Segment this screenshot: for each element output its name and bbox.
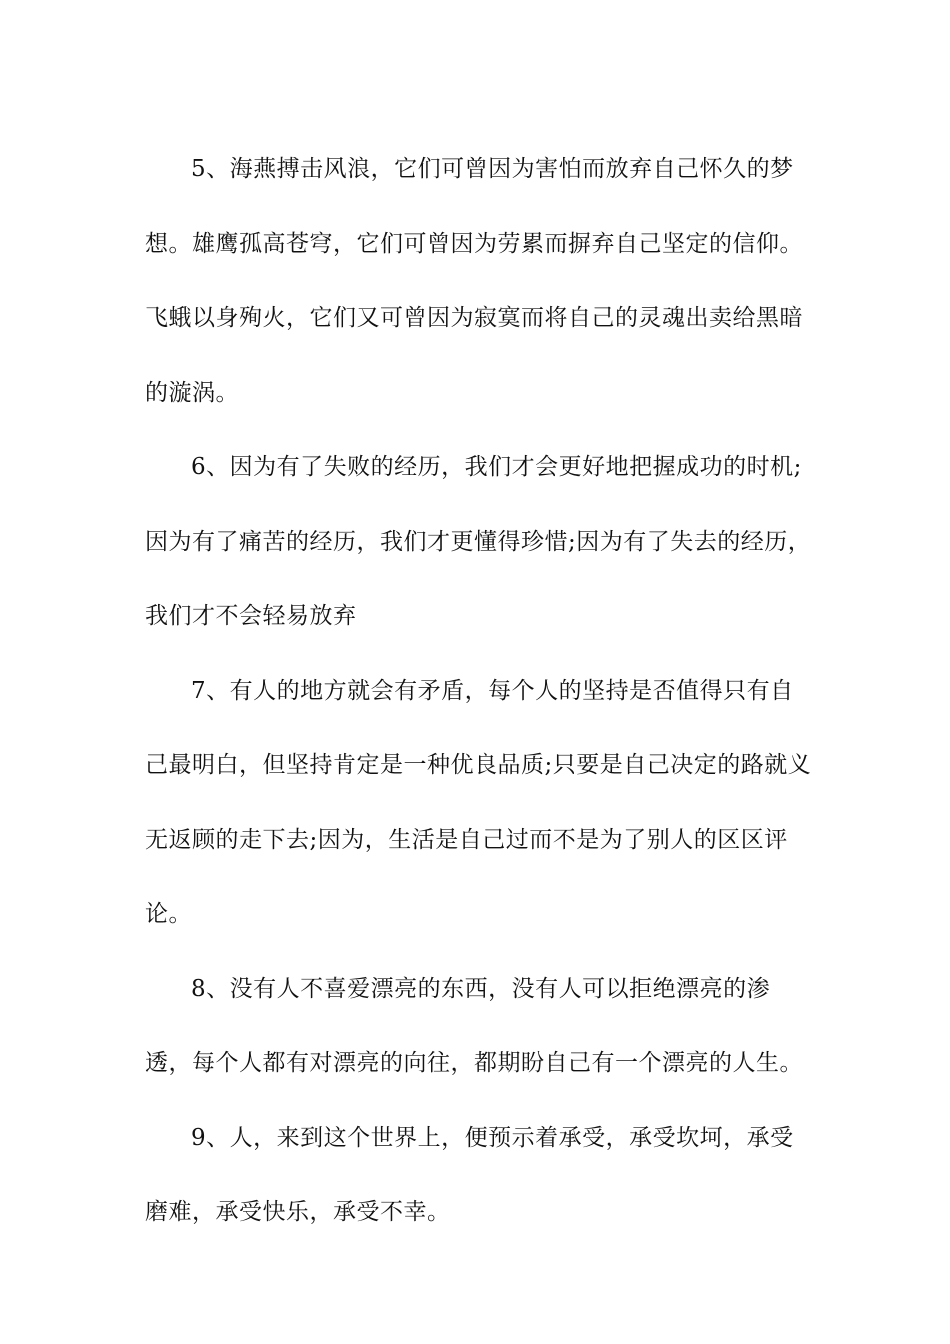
document-body — [145, 132, 815, 1250]
paragraph-5: 5、海燕搏击风浪，它们可曾因为害怕而放弃自己怀久的梦想。雄鹰孤高苍穹，它们可曾因为劳累而摒弃自己坚定的信仰。飞蛾以身殉火，它们又可曾因为寂寞而将自己的灵魂出卖给黑暗的漩涡。 — [145, 156, 803, 406]
paragraph-7: 7、有人的地方就会有矛盾，每个人的坚持是否值得只有自己最明白，但坚持肯定是一种优良品质;只要是自己决定的路就义无返顾的走下去;因为，生活是自己过而不是为了别人的区区评论。 — [145, 677, 812, 927]
paragraph-8: 8、没有人不喜爱漂亮的东西，没有人可以拒绝漂亮的渗透，每个人都有对漂亮的向往，都期盼自己有一个漂亮的人生。 — [145, 975, 803, 1076]
paragraph-6: 6、因为有了失败的经历，我们才会更好地把握成功的时机;因为有了痛苦的经历，我们才更懂得珍惜;因为有了失去的经历，我们才不会轻易放弃 — [145, 454, 812, 629]
paragraph-9: 9、人，来到这个世界上，便预示着承受，承受坎坷，承受磨难，承受快乐，承受不幸。 — [145, 1124, 794, 1225]
